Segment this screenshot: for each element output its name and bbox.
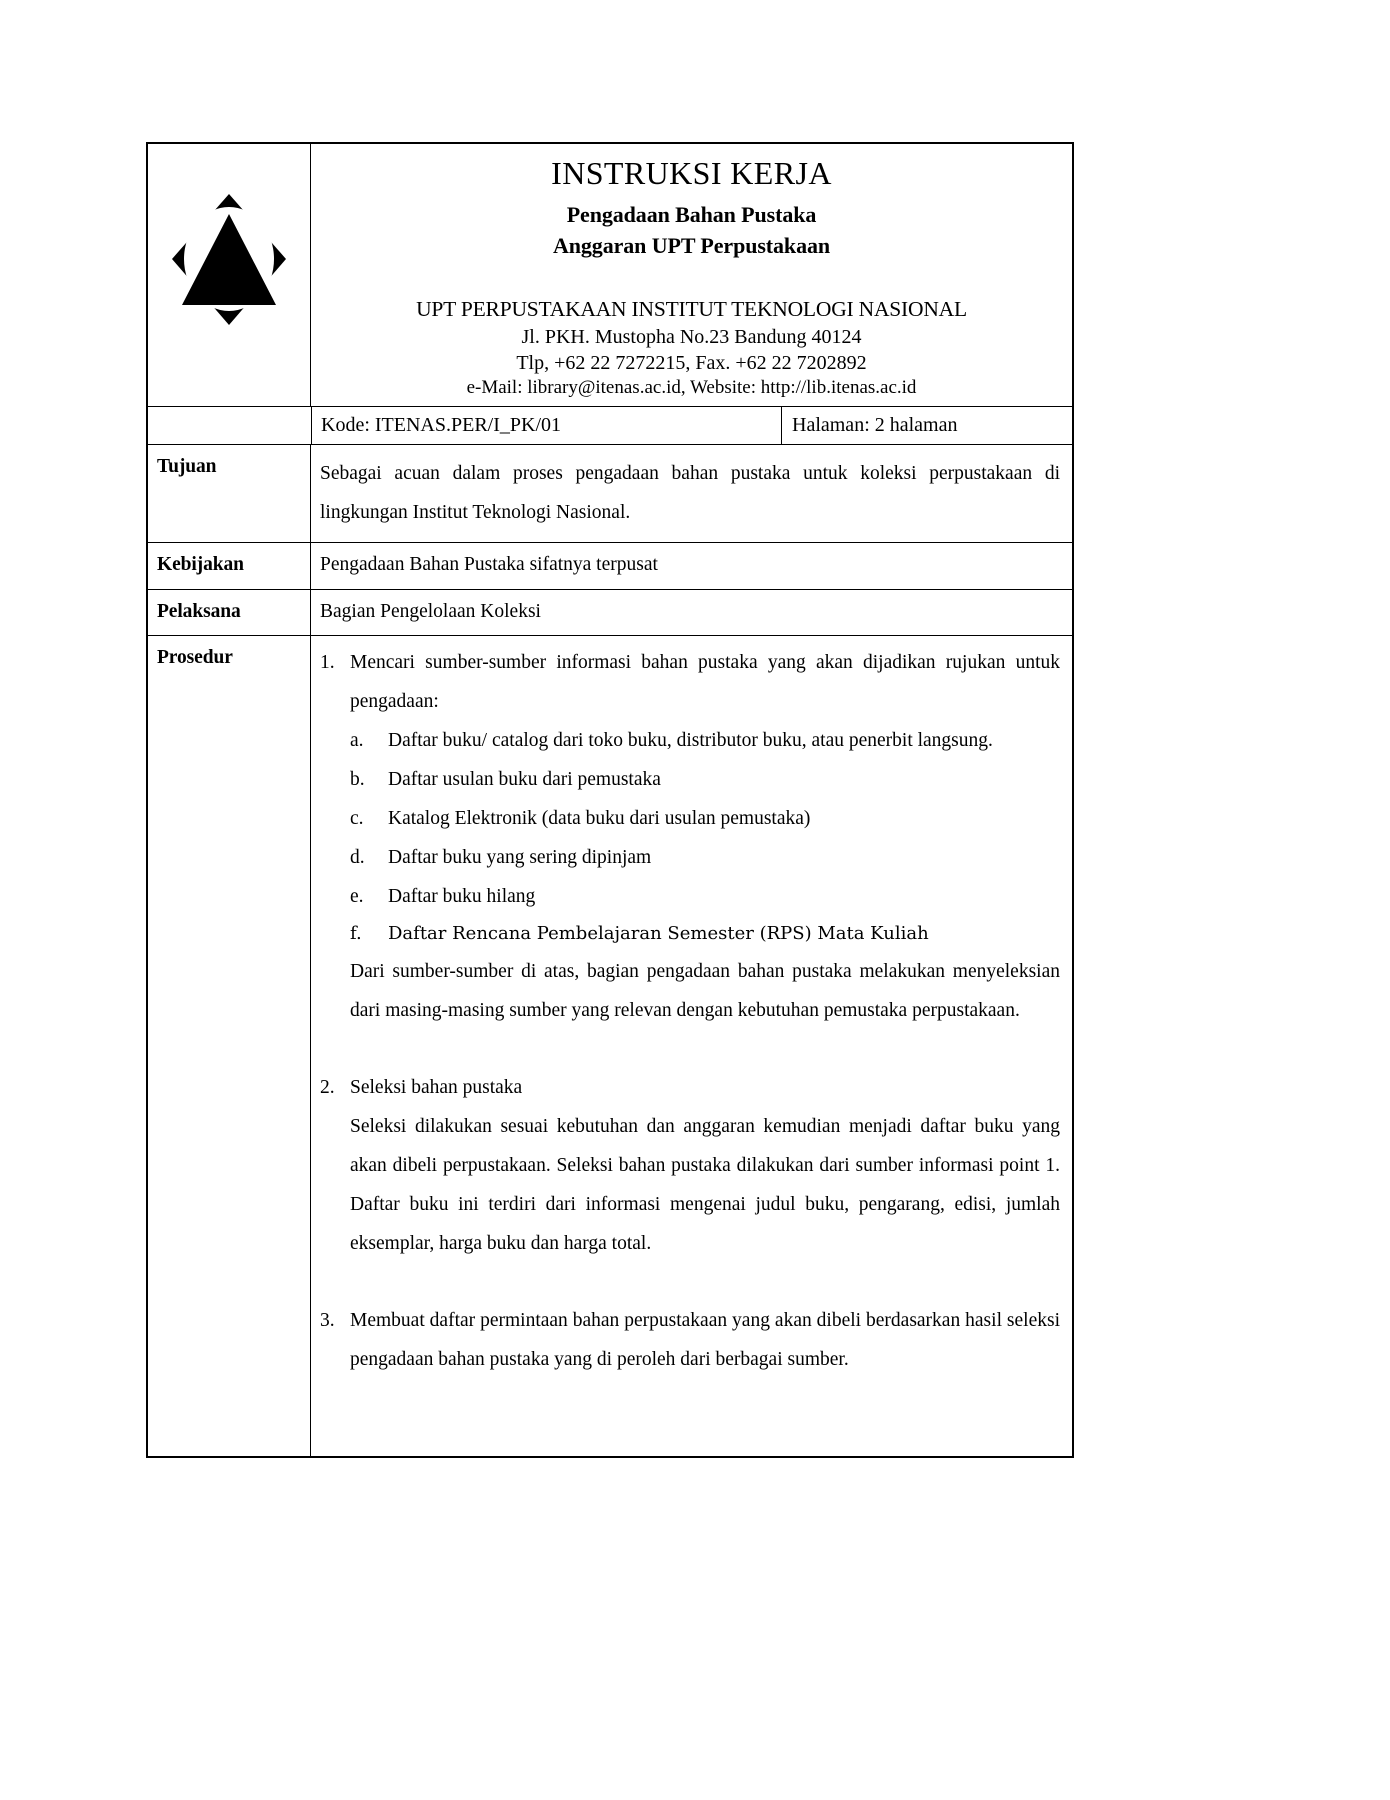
list-item-text: Katalog Elektronik (data buku dari usulan pemustaka) [388, 807, 811, 829]
itenas-diamond-triangle-logo-icon [170, 192, 288, 327]
list-item-marker: 2. [320, 1076, 335, 1098]
label-kebijakan: Kebijakan [148, 543, 311, 588]
label-prosedur: Prosedur [148, 636, 311, 1456]
label-tujuan: Tujuan [148, 445, 311, 542]
cell-kebijakan [311, 543, 1072, 588]
list-item-marker: 3. [320, 1309, 335, 1331]
prosedur-item2-body-wrap [320, 1107, 1060, 1263]
list-item-marker: e. [350, 885, 364, 907]
pelaksana-text: Bagian Pengelolaan Koleksi [320, 600, 541, 622]
cell-prosedur [311, 636, 1072, 1456]
list-item-marker: c. [350, 807, 364, 829]
list-item [350, 838, 1060, 877]
list-item-text: Daftar buku hilang [388, 885, 536, 907]
phone-fax: Tlp, +62 22 7272215, Fax. +62 22 7202892 [516, 351, 867, 374]
row-tujuan [148, 445, 1072, 543]
header-text-block [311, 144, 1072, 406]
list-item [350, 721, 1060, 760]
cell-pelaksana [311, 590, 1072, 635]
list-item-text: Daftar usulan buku dari pemustaka [388, 768, 661, 790]
list-item [320, 1301, 1060, 1379]
list-item-marker: a. [350, 729, 364, 751]
halaman-value: Halaman: 2 halaman [792, 414, 958, 437]
paragraph-spacer [320, 1263, 1060, 1301]
document-subtitle-line1: Pengadaan Bahan Pustaka [566, 202, 817, 228]
list-item-marker: f. [350, 922, 362, 944]
instruksi-kerja-table [146, 142, 1074, 1458]
document-header [148, 144, 1072, 407]
cell-tujuan [311, 445, 1072, 542]
list-item-text: Mencari sumber-sumber informasi bahan pustaka yang akan dijadikan rujukan untuk pengadaan: [350, 651, 1060, 712]
list-item-marker-spacer [320, 1107, 350, 1263]
list-item [320, 643, 1060, 721]
list-item-text: Daftar Rencana Pembelajaran Semester (RPS) Mata Kuliah [388, 922, 929, 944]
street-address: Jl. PKH. Mustopha No.23 Bandung 40124 [521, 325, 862, 348]
row-kebijakan [148, 543, 1072, 589]
email-website: e-Mail: library@itenas.ac.id, Website: http://lib.itenas.ac.id [466, 376, 917, 398]
list-item-text: Daftar buku/ catalog dari toko buku, distributor buku, atau penerbit langsung. [388, 729, 993, 751]
paragraph-spacer [320, 1030, 1060, 1068]
list-item-marker: 1. [320, 651, 335, 673]
kode-halaman-row [148, 407, 1072, 445]
kode-row-spacer [148, 407, 312, 444]
row-prosedur [148, 636, 1072, 1456]
list-item-text: Membuat daftar permintaan bahan perpustakaan yang akan dibeli berdasarkan hasil seleksi pengadaan bahan pustaka yang di peroleh dari berbagai sumber. [350, 1309, 1060, 1370]
logo-cell [148, 144, 311, 406]
document-subtitle-line2: Anggaran UPT Perpustakaan [552, 233, 831, 259]
document-title: INSTRUKSI KERJA [551, 155, 832, 191]
kebijakan-text: Pengadaan Bahan Pustaka sifatnya terpusat [320, 554, 658, 576]
list-item-marker: d. [350, 846, 365, 868]
kode-value: Kode: ITENAS.PER/I_PK/01 [312, 407, 782, 444]
prosedur-sublist [320, 721, 1060, 952]
organization-name: UPT PERPUSTAKAAN INSTITUT TEKNOLOGI NASIONAL [416, 296, 967, 321]
list-item [320, 1068, 1060, 1107]
list-item [350, 799, 1060, 838]
prosedur-item2-body: Seleksi dilakukan sesuai kebutuhan dan anggaran kemudian menjadi daftar buku yang akan dibeli perpustakaan. Seleksi bahan pustaka dilakukan dari sumber informasi point 1. Daftar buku ini terdiri dari informasi mengenai judul buku, pengarang, edisi, jumlah eksemplar, harga buku dan harga total. [350, 1115, 1060, 1254]
list-item [350, 760, 1060, 799]
list-item [350, 916, 1060, 952]
list-item [350, 877, 1060, 916]
list-item-marker: b. [350, 768, 365, 790]
prosedur-list [320, 643, 1060, 1379]
list-item-text: Daftar buku yang sering dipinjam [388, 846, 652, 868]
prosedur-item1-closing-paragraph: Dari sumber-sumber di atas, bagian pengadaan bahan pustaka melakukan menyeleksian dari masing-masing sumber yang relevan dengan kebutuhan pemustaka perpustakaan. [350, 960, 1060, 1021]
row-pelaksana [148, 590, 1072, 636]
label-pelaksana: Pelaksana [148, 590, 311, 635]
organization-address-block [319, 296, 1064, 401]
list-item-text: Seleksi bahan pustaka [350, 1076, 523, 1098]
tujuan-text: Sebagai acuan dalam proses pengadaan bahan pustaka untuk koleksi perpustakaan di lingkungan Institut Teknologi Nasional. [320, 463, 1060, 524]
